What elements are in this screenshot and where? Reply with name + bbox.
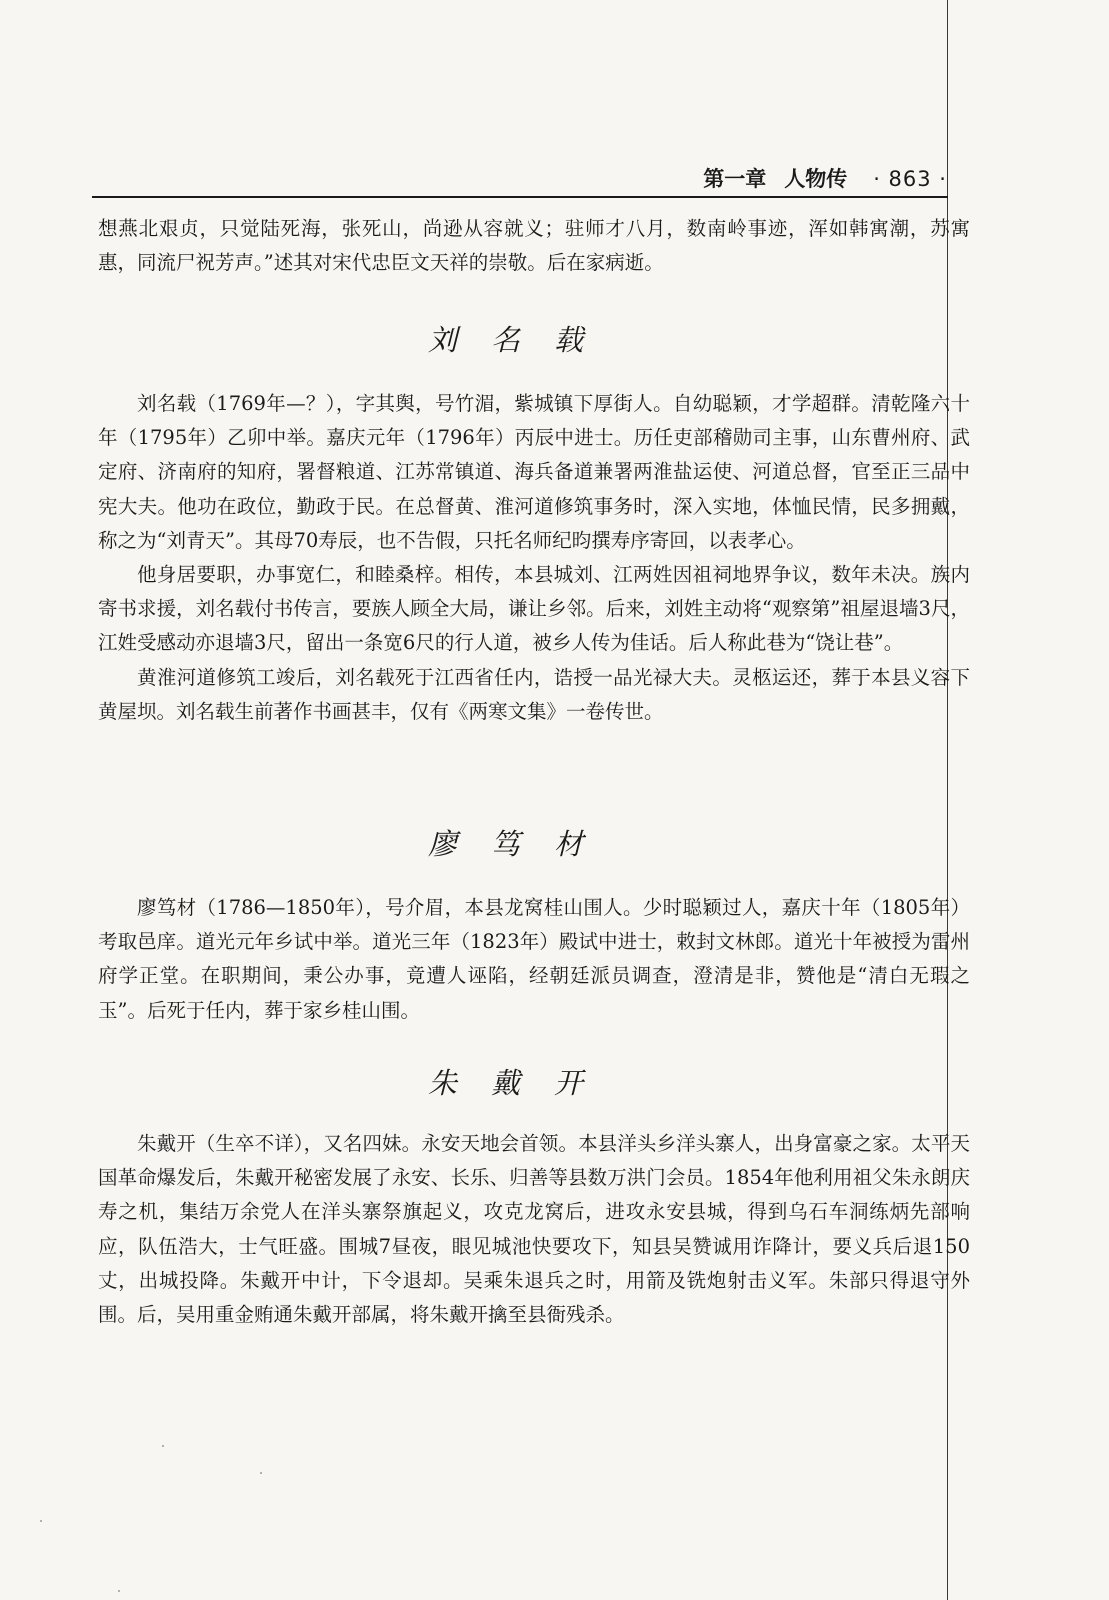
header-section: 人物传	[784, 167, 848, 191]
section-title: 朱戴开	[427, 1066, 617, 1100]
scan-speck	[118, 1590, 120, 1592]
scan-speck	[40, 1520, 42, 1522]
section-title: 廖笃材	[427, 827, 617, 861]
section-title: 刘名载	[427, 323, 617, 357]
body-paragraph: 朱戴开（生卒不详），又名四妹。永安天地会首领。本县洋头乡洋头寨人，出身富豪之家。太平天国革命爆发后，朱戴开秘密发展了永安、长乐、归善等县数万洪门会员。1854年他利用祖父朱永朗庆寿之机，集结万余党人在洋头寨祭旗起义，攻克龙窝后，进攻永安县城，得到乌石车洞练炳先部响应，队伍浩大，士气旺盛。围城7昼夜，眼见城池快要攻下，知县吴赞诚用诈降计，要义兵后退150丈，出城投降。朱戴开中计，下令退却。吴乘朱退兵之时，用箭及铣炮射击义军。朱部只得退守外围。后，吴用重金贿通朱戴开部属，将朱戴开擒至县衙残杀。	[98, 1132, 970, 1327]
body-paragraph: 他身居要职，办事宽仁，和睦桑梓。相传，本县城刘、江两姓因祖祠地界争议，数年未决。族内寄书求援，刘名载付书传言，要族人顾全大局，谦让乡邻。后来，刘姓主动将“观察第”祖屋退墙3尺，江姓受感动亦退墙3尺，留出一条宽6尺的行人道，被乡人传为佳话。后人称此巷为“饶让巷”。	[98, 563, 970, 655]
scan-speck	[162, 1445, 164, 1447]
intro-paragraph: 想燕北艰贞，只觉陆死海，张死山，尚逊从容就义；驻师才八月，数南岭事迹，浑如韩寓潮，苏寓惠，同流尸祝芳声。”述其对宋代忠臣文天祥的崇敬。后在家病逝。	[98, 217, 970, 275]
running-header	[600, 163, 947, 193]
page-number: · 863 ·	[873, 167, 947, 191]
body-paragraph: 黄淮河道修筑工竣后，刘名载死于江西省任内，诰授一品光禄大夫。灵柩运还，葬于本县义容下黄屋坝。刘名载生前著作书画甚丰，仅有《两寒文集》一卷传世。	[98, 665, 970, 723]
header-chapter: 第一章	[703, 167, 767, 191]
section-body	[98, 387, 970, 729]
section-body	[98, 1127, 970, 1332]
scan-speck	[260, 1472, 262, 1474]
body-paragraph: 刘名载（1769年—？），字其舆，号竹湄，紫城镇下厚街人。自幼聪颖，才学超群。清乾隆六十年（1795年）乙卯中举。嘉庆元年（1796年）丙辰中进士。历任吏部稽勋司主事，山东曹州府、武定府、济南府的知府，署督粮道、江苏常镇道、海兵备道兼署两淮盐运使、河道总督，官至正三品中宪大夫。他功在政位，勤政于民。在总督黄、淮河道修筑事务时，深入实地，体恤民情，民多拥戴，称之为“刘青天”。其母70寿辰，也不告假，只托名师纪昀撰寿序寄回，以表孝心。	[98, 392, 970, 552]
section-body	[98, 891, 970, 1028]
intro-block	[98, 212, 970, 280]
body-paragraph: 廖笃材（1786—1850年），号介眉，本县龙窝桂山围人。少时聪颖过人，嘉庆十年（1805年）考取邑庠。道光元年乡试中举。道光三年（1823年）殿试中进士，敕封文林郎。道光十年被授为雷州府学正堂。在职期间，秉公办事，竟遭人诬陷，经朝廷派员调查，澄清是非，赞他是“清白无瑕之玉”。后死于任内，葬于家乡桂山围。	[98, 896, 970, 1022]
header-rule	[92, 196, 948, 198]
